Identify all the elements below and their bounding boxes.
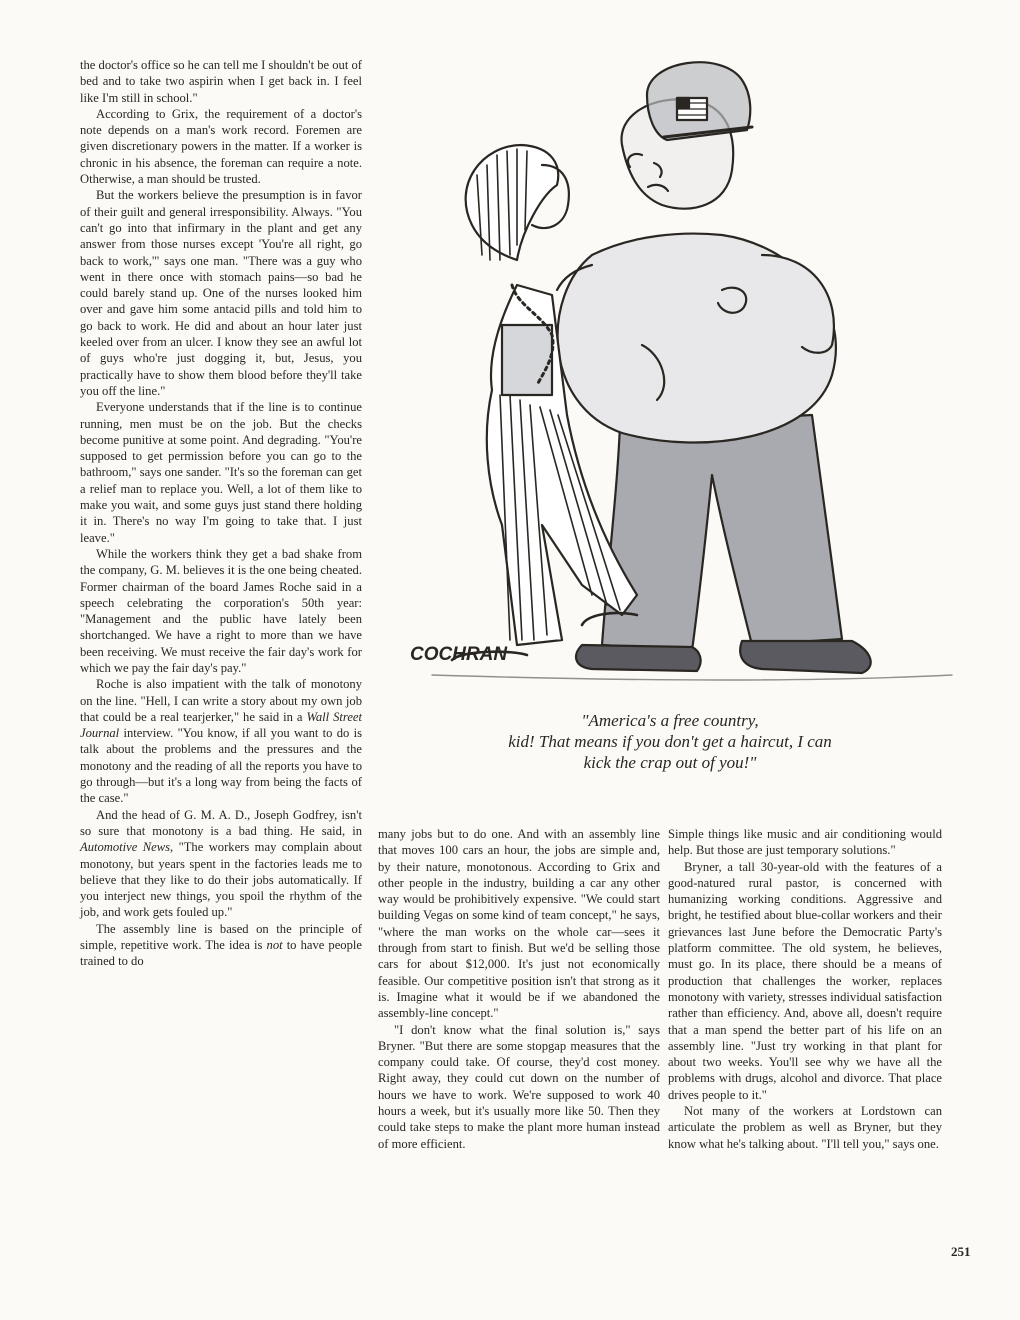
publication-title: Wall Street Journal — [80, 709, 363, 741]
artist-signature: COCHRAN — [410, 644, 508, 665]
paragraph: many jobs but to do one. And with an assembly line that moves 100 cars an hour, the jobs are simple and, by their nature, monotonous. According to Grix and other people in the industry, building a car any other way would be prohibitively expensive. "We could start building Vegas on some kind of team concept," he says, "where the man works on the whole car—sees it through from start to finish. But we'd be selling those cars for about $12,000. It's just not economically feasible. Our competitive position isn't that strong as it is. Imagine what it would be if we abandoned the assembly-line concept." — [378, 827, 660, 1021]
paragraph — [80, 807, 362, 921]
text-run: to have people trained to do — [80, 938, 362, 969]
paragraph — [80, 921, 362, 970]
text-run: , "The workers may complain about monotony, but years spent in the factories leads me to believe that they like to do their jobs automatically. If you interject new things, you spoil the rhythm of the job, and work gets fouled up." — [80, 840, 362, 920]
cartoon-caption — [420, 710, 920, 773]
caption-line: kick the crap out of you!" — [583, 753, 757, 772]
paragraph: According to Grix, the requirement of a doctor's note depends on a man's work record. Foremen are given discretionary powers in the matter. If a worker is chronic in his absence, the foreman can require a note. Otherwise, a man should be trusted. — [80, 106, 362, 187]
text-run: And the head of G. M. A. D., Joseph Godfrey, isn't so sure that monotony is a bad thing. He said, in — [80, 807, 362, 838]
middle-text-column — [378, 826, 660, 1152]
right-text-column — [668, 826, 942, 1152]
emphasis: not — [266, 938, 283, 953]
paragraph: Everyone understands that if the line is to continue running, men must be on the job. But the checks become punitive at some point. And degrading. "You're supposed to get permission before you can go to the bathroom," says one sander. "It's so the foreman can get a relief man to replace you. Well, a lot of them like to make you wait, and some guys just stand there holding it in. There's no way I'm going to take that. I just leave." — [80, 400, 362, 545]
cartoon-illustration — [392, 55, 992, 695]
caption-line: "America's a free country, — [581, 711, 759, 730]
text-run: Roche is also impatient with the talk of monotony on the line. "Hell, I can write a story about my own job that could be a real tearjerker," he said in a — [80, 677, 362, 724]
paragraph — [80, 676, 362, 806]
text-run: interview. "You know, if all you want to do is talk about the problems and the pressures and the monotony and the reading of all the reports you have to go through—but it's a long way from being the facts of the case." — [80, 726, 362, 806]
publication-title: Automotive News — [80, 840, 171, 855]
paragraph: the doctor's office so he can tell me I shouldn't be out of bed and to take two aspirin when I get back in. I feel like I'm still in school." — [80, 58, 362, 105]
paragraph: While the workers think they get a bad shake from the company, G. M. believes it is the one being cheated. Former chairman of the board James Roche said in a speech celebrating the corporation's 50th year: "Management and the public have lately been shortchanged. We have a right to more than we have been receiving. We must receive the fair day's work for which we pay the fair day's pay." — [80, 546, 362, 675]
paragraph: But the workers believe the presumption is in favor of their guilt and general irresponsibility. Always. "You can't go into that infirmary in the plant and get any answer from those nurses except 'You're all right, go back to work,'" says one man. "There was a guy who went in there once with stomach pains—so bad he could barely stand up. One of the nurses looked him over and gave him some antacid pills and told him to go back to work. He did and about an hour later just keeled over from an ulcer. I know they see an awful lot of guys who're just dogging it, but, Jesus, you practically have to show them blood before they'll take you off the line." — [80, 188, 362, 398]
paragraph: Simple things like music and air conditioning would help. But those are just temporary solutions." — [668, 827, 942, 858]
page-number: 251 — [951, 1244, 971, 1259]
paragraph: "I don't know what the final solution is," says Bryner. "But there are some stopgap measures that the company could take. Of course, they'd cost money. Right away, they could cut down on the number of hours we have to work. We're supposed to work 40 hours a week, but it's usually more like 50. Then they could take steps to make the plant more human instead of more efficient. — [378, 1022, 660, 1151]
paragraph: Bryner, a tall 30-year-old with the features of a good-natured rural pastor, is concerned with humanizing working conditions. Aggressive and bright, he testified about blue-collar workers and their grievances last June before the Democratic Party's platform committee. The old system, he believes, must go. In its place, there should be a means of production that challenges the worker, replaces monotony with variety, stresses individual satisfaction rather than efficiency. And, above all, doesn't require that a man spend the better part of his life on an assembly line. "Just try working in that plant for about two weeks. You'll see why we have all the problems with drugs, alcohol and divorce. That place drives people to it." — [668, 859, 942, 1102]
text-run: The assembly line is based on the principle of simple, repetitive work. The idea is — [80, 921, 362, 953]
caption-line: kid! That means if you don't get a haircut, I can — [508, 732, 832, 751]
left-text-column — [80, 57, 362, 970]
paragraph: Not many of the workers at Lordstown can articulate the problem as well as Bryner, but they know what he's talking about. "I'll tell you," says one. — [668, 1104, 942, 1151]
